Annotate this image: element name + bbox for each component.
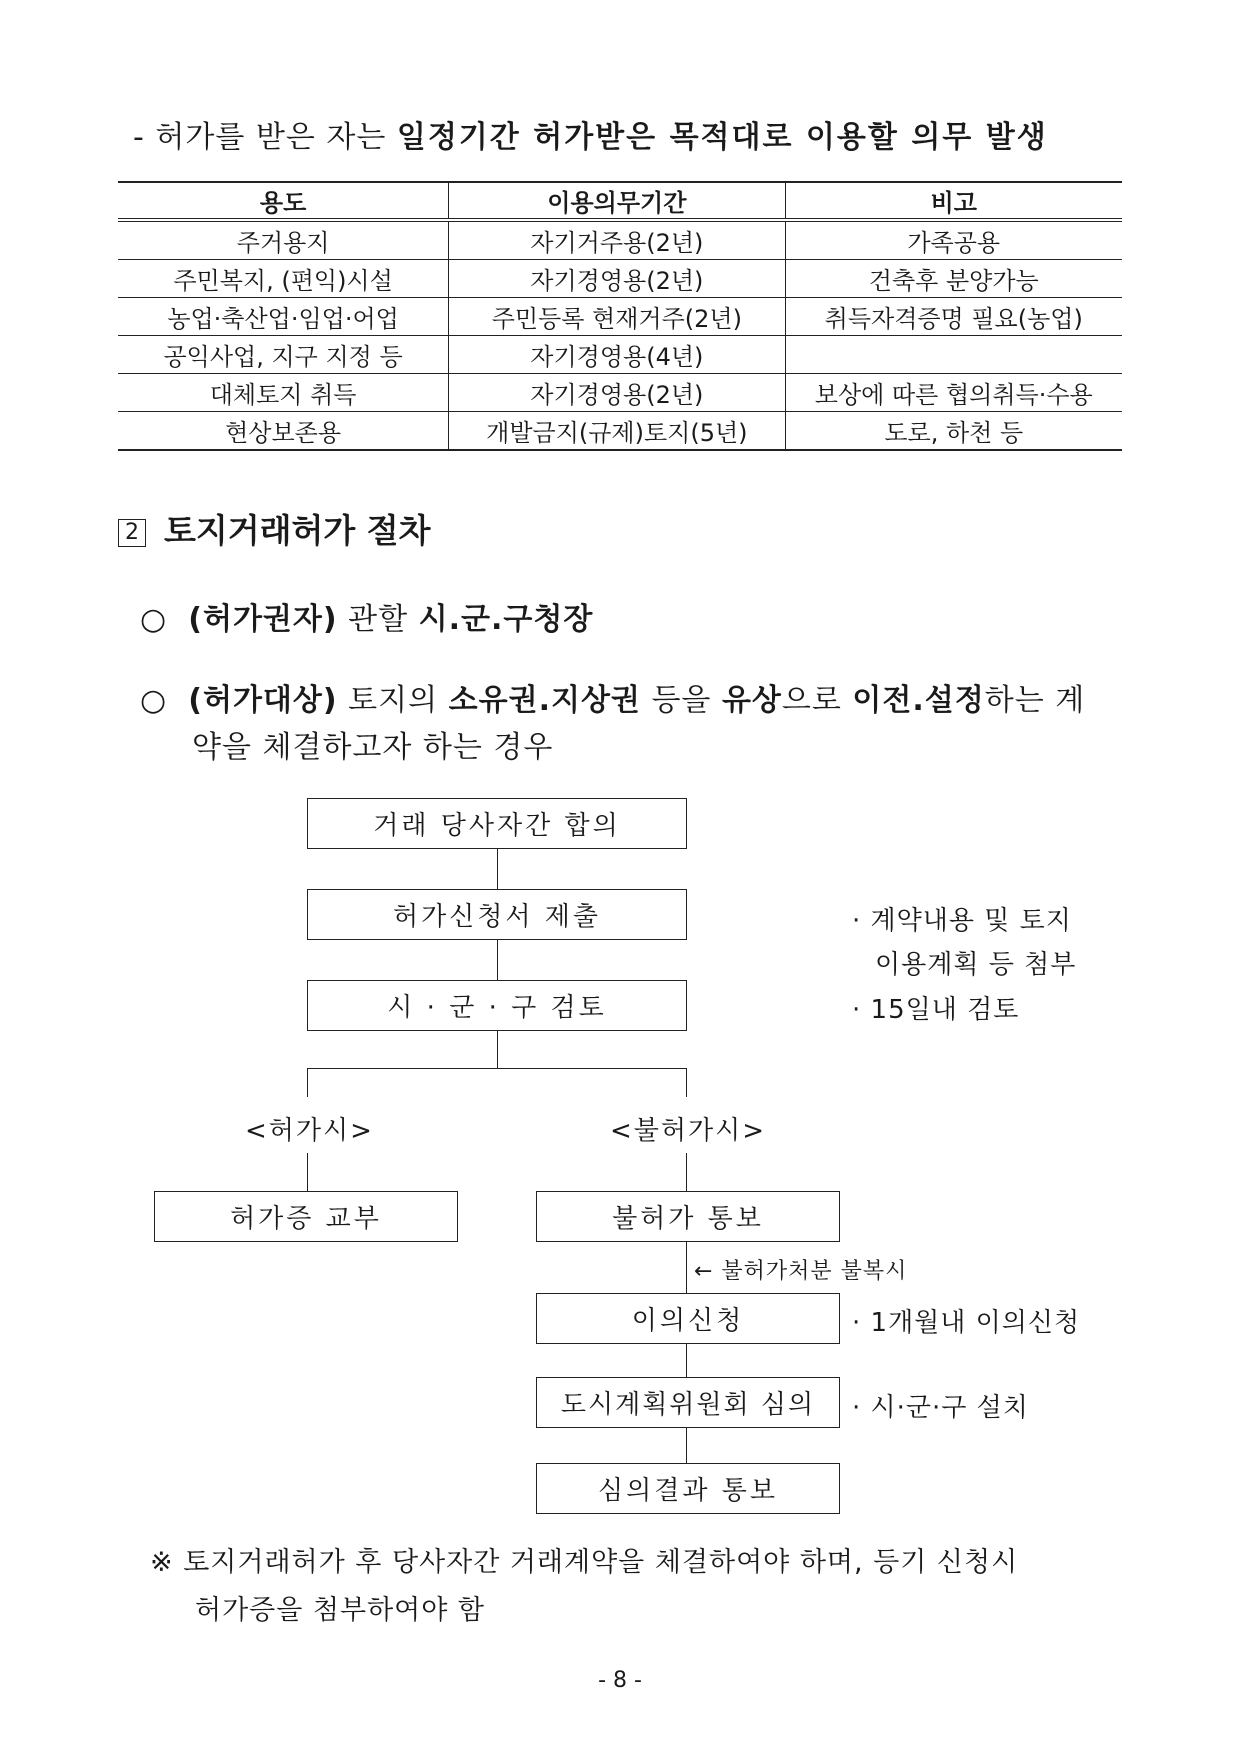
flow-connector	[497, 849, 498, 889]
cell-usage: 농업·축산업·임업·어업	[118, 298, 449, 336]
section-title: 토지거래허가 절차	[164, 511, 431, 550]
flow-connector	[686, 1068, 687, 1097]
cell-period: 개발금지(규제)토지(5년)	[449, 412, 785, 451]
table-header-row	[118, 182, 1122, 220]
usage-obligation-table	[118, 181, 1122, 451]
cell-remarks	[785, 336, 1122, 374]
cell-usage: 공익사업, 지구 지정 등	[118, 336, 449, 374]
bullet-mark: ○	[140, 683, 168, 718]
section-heading	[118, 505, 431, 552]
footnote-line-2: 허가증을 첨부하여야 함	[195, 1595, 485, 1626]
target-text-3: 으로	[781, 683, 853, 718]
flow-permit-issued: 허가증 교부	[154, 1191, 458, 1242]
flow-branch-line	[307, 1068, 687, 1069]
target-text-1: 토지의	[337, 683, 449, 718]
note-review: · 15일내 검토	[852, 995, 1020, 1025]
branch-approved-label: <허가시>	[245, 1116, 374, 1146]
intro-bold: 일정기간 허가받은 목적대로 이용할 의무 발생	[396, 120, 1048, 155]
cell-usage: 주민복지, (편익)시설	[118, 260, 449, 298]
cell-usage: 주거용지	[118, 220, 449, 260]
flow-connector	[497, 940, 498, 980]
target-text-4: 하는 계	[984, 683, 1086, 718]
target-text-2: 등을	[640, 683, 722, 718]
bullet-target-line2: 약을 체결하고자 하는 경우	[192, 730, 554, 765]
cell-remarks: 보상에 따른 협의취득·수용	[785, 374, 1122, 412]
flow-step-agreement: 거래 당사자간 합의	[307, 798, 687, 849]
note-application-1: · 계약내용 및 토지	[852, 906, 1072, 936]
flow-denial-notice: 불허가 통보	[536, 1191, 840, 1242]
flow-result-notice: 심의결과 통보	[536, 1463, 840, 1514]
cell-period: 자기경영용(4년)	[449, 336, 785, 374]
bullet-target	[140, 675, 1085, 719]
cell-remarks: 건축후 분양가능	[785, 260, 1122, 298]
cell-remarks: 도로, 하천 등	[785, 412, 1122, 451]
intro-prefix: - 허가를 받은 자는	[133, 120, 397, 155]
target-label: (허가대상)	[188, 683, 338, 718]
note-application-2: 이용계획 등 첨부	[875, 950, 1077, 980]
cell-remarks: 가족공용	[785, 220, 1122, 260]
cell-usage: 현상보존용	[118, 412, 449, 451]
note-objection: · 1개월내 이의신청	[852, 1308, 1081, 1338]
header-period: 이용의무기간	[449, 182, 785, 220]
target-bold-3: 이전.설정	[852, 683, 985, 718]
intro-line	[133, 112, 1048, 156]
authority-label: (허가권자)	[188, 602, 338, 637]
note-committee: · 시·군·구 설치	[852, 1393, 1029, 1423]
branch-denied-label: <불허가시>	[610, 1116, 767, 1146]
section-number-box: 2	[118, 519, 146, 547]
flow-connector	[307, 1153, 308, 1191]
authority-bold: 시.군.구청장	[418, 602, 594, 637]
page-number: - 8 -	[598, 1668, 642, 1693]
table-row	[118, 298, 1122, 336]
table-row	[118, 412, 1122, 451]
header-remarks: 비고	[785, 182, 1122, 220]
table-row	[118, 260, 1122, 298]
header-usage: 용도	[118, 182, 449, 220]
flow-connector	[686, 1344, 687, 1377]
flow-step-review: 시 · 군 · 구 검토	[307, 980, 687, 1031]
flow-objection: 이의신청	[536, 1293, 840, 1344]
table-row	[118, 374, 1122, 412]
footnote-line-1: ※ 토지거래허가 후 당사자간 거래계약을 체결하여야 하며, 등기 신청시	[150, 1547, 1019, 1578]
cell-period: 자기경영용(2년)	[449, 374, 785, 412]
table-row	[118, 220, 1122, 260]
flow-committee-review: 도시계획위원회 심의	[536, 1377, 840, 1428]
bullet-mark: ○	[140, 602, 168, 637]
target-bold-2: 유상	[721, 683, 782, 718]
flow-connector	[307, 1068, 308, 1097]
flow-connector	[686, 1242, 687, 1293]
flow-connector	[497, 1031, 498, 1068]
target-bold-1: 소유권.지상권	[448, 683, 641, 718]
cell-usage: 대체토지 취득	[118, 374, 449, 412]
objection-condition-note: ← 불허가처분 불복시	[694, 1259, 908, 1284]
cell-period: 자기거주용(2년)	[449, 220, 785, 260]
cell-period: 자기경영용(2년)	[449, 260, 785, 298]
flow-connector	[686, 1428, 687, 1463]
cell-period: 주민등록 현재거주(2년)	[449, 298, 785, 336]
flow-step-application: 허가신청서 제출	[307, 889, 687, 940]
bullet-authority	[140, 594, 593, 638]
table-row	[118, 336, 1122, 374]
authority-text: 관할	[337, 602, 419, 637]
cell-remarks: 취득자격증명 필요(농업)	[785, 298, 1122, 336]
flow-connector	[686, 1153, 687, 1191]
